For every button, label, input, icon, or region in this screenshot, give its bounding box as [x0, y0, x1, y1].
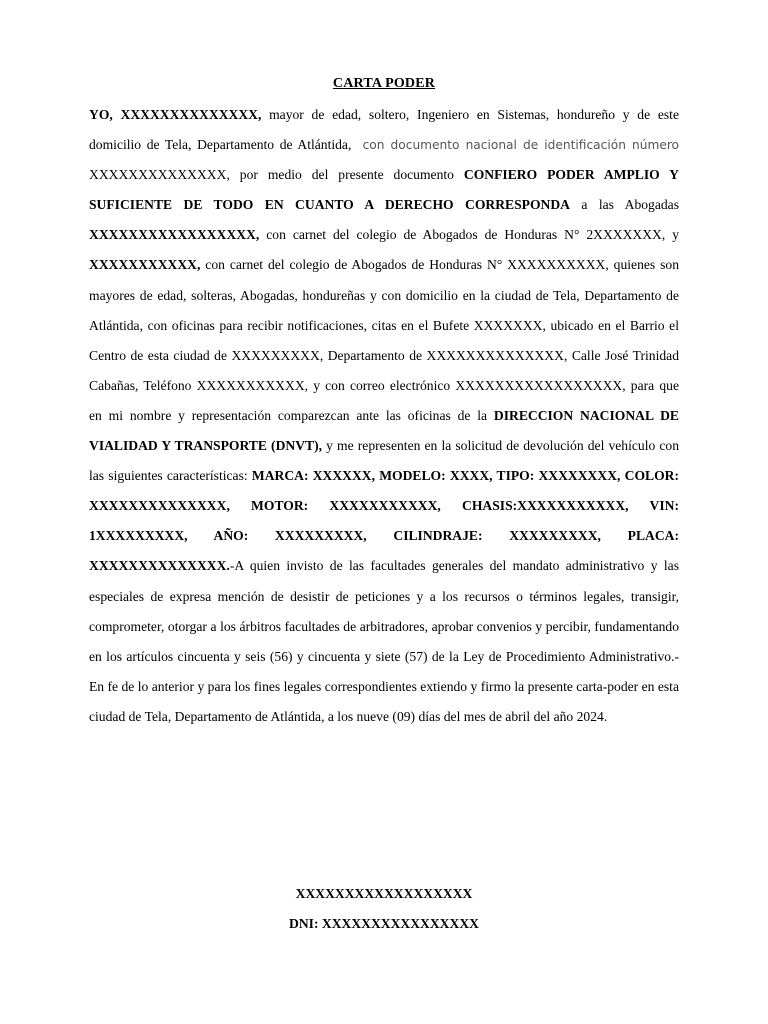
power-grant-clause: CONFIERO PODER AMPLIO Y SUFICIENTE DE TODO EN CUANTO A DERECHO CORRESPONDA [89, 167, 679, 213]
signature-dni: DNI: XXXXXXXXXXXXXXXX [289, 916, 479, 931]
text-segment: con carnet del colegio de Abogados de Honduras N° 2XXXXXXX, y [259, 227, 679, 243]
attorney-name-1: XXXXXXXXXXXXXXXXX, [89, 227, 260, 243]
text-segment: XXXXXXXXXXXXXX, por medio del presente documento [89, 167, 464, 183]
agency-name: DIRECCION NACIONAL DE VIALIDAD Y TRANSPORTE (DNVT), [89, 407, 679, 454]
id-document-phrase: con documento nacional de identificación número [362, 138, 680, 153]
document-title: CARTA PODER [332, 76, 436, 91]
signature-name: XXXXXXXXXXXXXXXXXX [295, 886, 473, 901]
text-segment: con carnet del colegio de Abogados de Honduras N° XXXXXXXXXX, quienes son mayores de edad, solteras, Abogadas, hondureñas y con domicilio en la ciudad de Tela, Departamento de Atlántida, con oficinas para recibir notificaciones, citas en el Bufete XXXXXXX, ubicado en el Barrio el Centro de esta ciudad de XXXXXXXXX, Departamento de XXXXXXXXXXXXXX, Calle José Trinidad Cabañas, Teléfono XXXXXXXXXXX, y con correo electrónico XXXXXXXXXXXXXXXXX, para que en mi nombre y representación comparezcan ante las oficinas de la [89, 257, 679, 423]
text-segment: a las Abogadas [570, 197, 679, 213]
body-paragraph [89, 100, 679, 732]
text-segment: y me representen en la solicitud de devolución del vehículo con las siguientes características: [89, 438, 680, 484]
text-segment: -A quien invisto de las facultades generales del mandato administrativo y las especiales de expresa mención de desistir de peticiones y a los recursos o términos legales, transigir, comprometer, otorgar a los árbitros facultades de arbitradores, aprobar convenios y percibir, fundamentando en los artículos cincuenta y seis (56) y cincuenta y siete (57) de la Ley de Procedimiento Administrativo.- En fe de lo anterior y para los fines legales correspondientes extiendo y firmo la presente carta-poder en esta ciudad de Tela, Departamento de Atlántida, a los nueve (09) días del mes de abril del año 2024. [89, 558, 679, 724]
grantor-name: YO, XXXXXXXXXXXXXX, [89, 107, 262, 122]
attorney-name-2: XXXXXXXXXXX, [89, 257, 201, 273]
text-segment: mayor de edad, soltero, Ingeniero en Sistemas, hondureño y de este domicilio de Tela, Departamento de Atlántida, [89, 107, 679, 153]
vehicle-details: MARCA: XXXXXX, MODELO: XXXX, TIPO: XXXXXXXX, COLOR: XXXXXXXXXXXXXX, MOTOR: XXXXXXXXXXX, CHASIS:XXXXXXXXXXX, VIN: 1XXXXXXXXX, AÑO: XXXXXXXXX, CILINDRAJE: XXXXXXXXX, PLACA: XXXXXXXXXXXXXX. [89, 468, 679, 574]
